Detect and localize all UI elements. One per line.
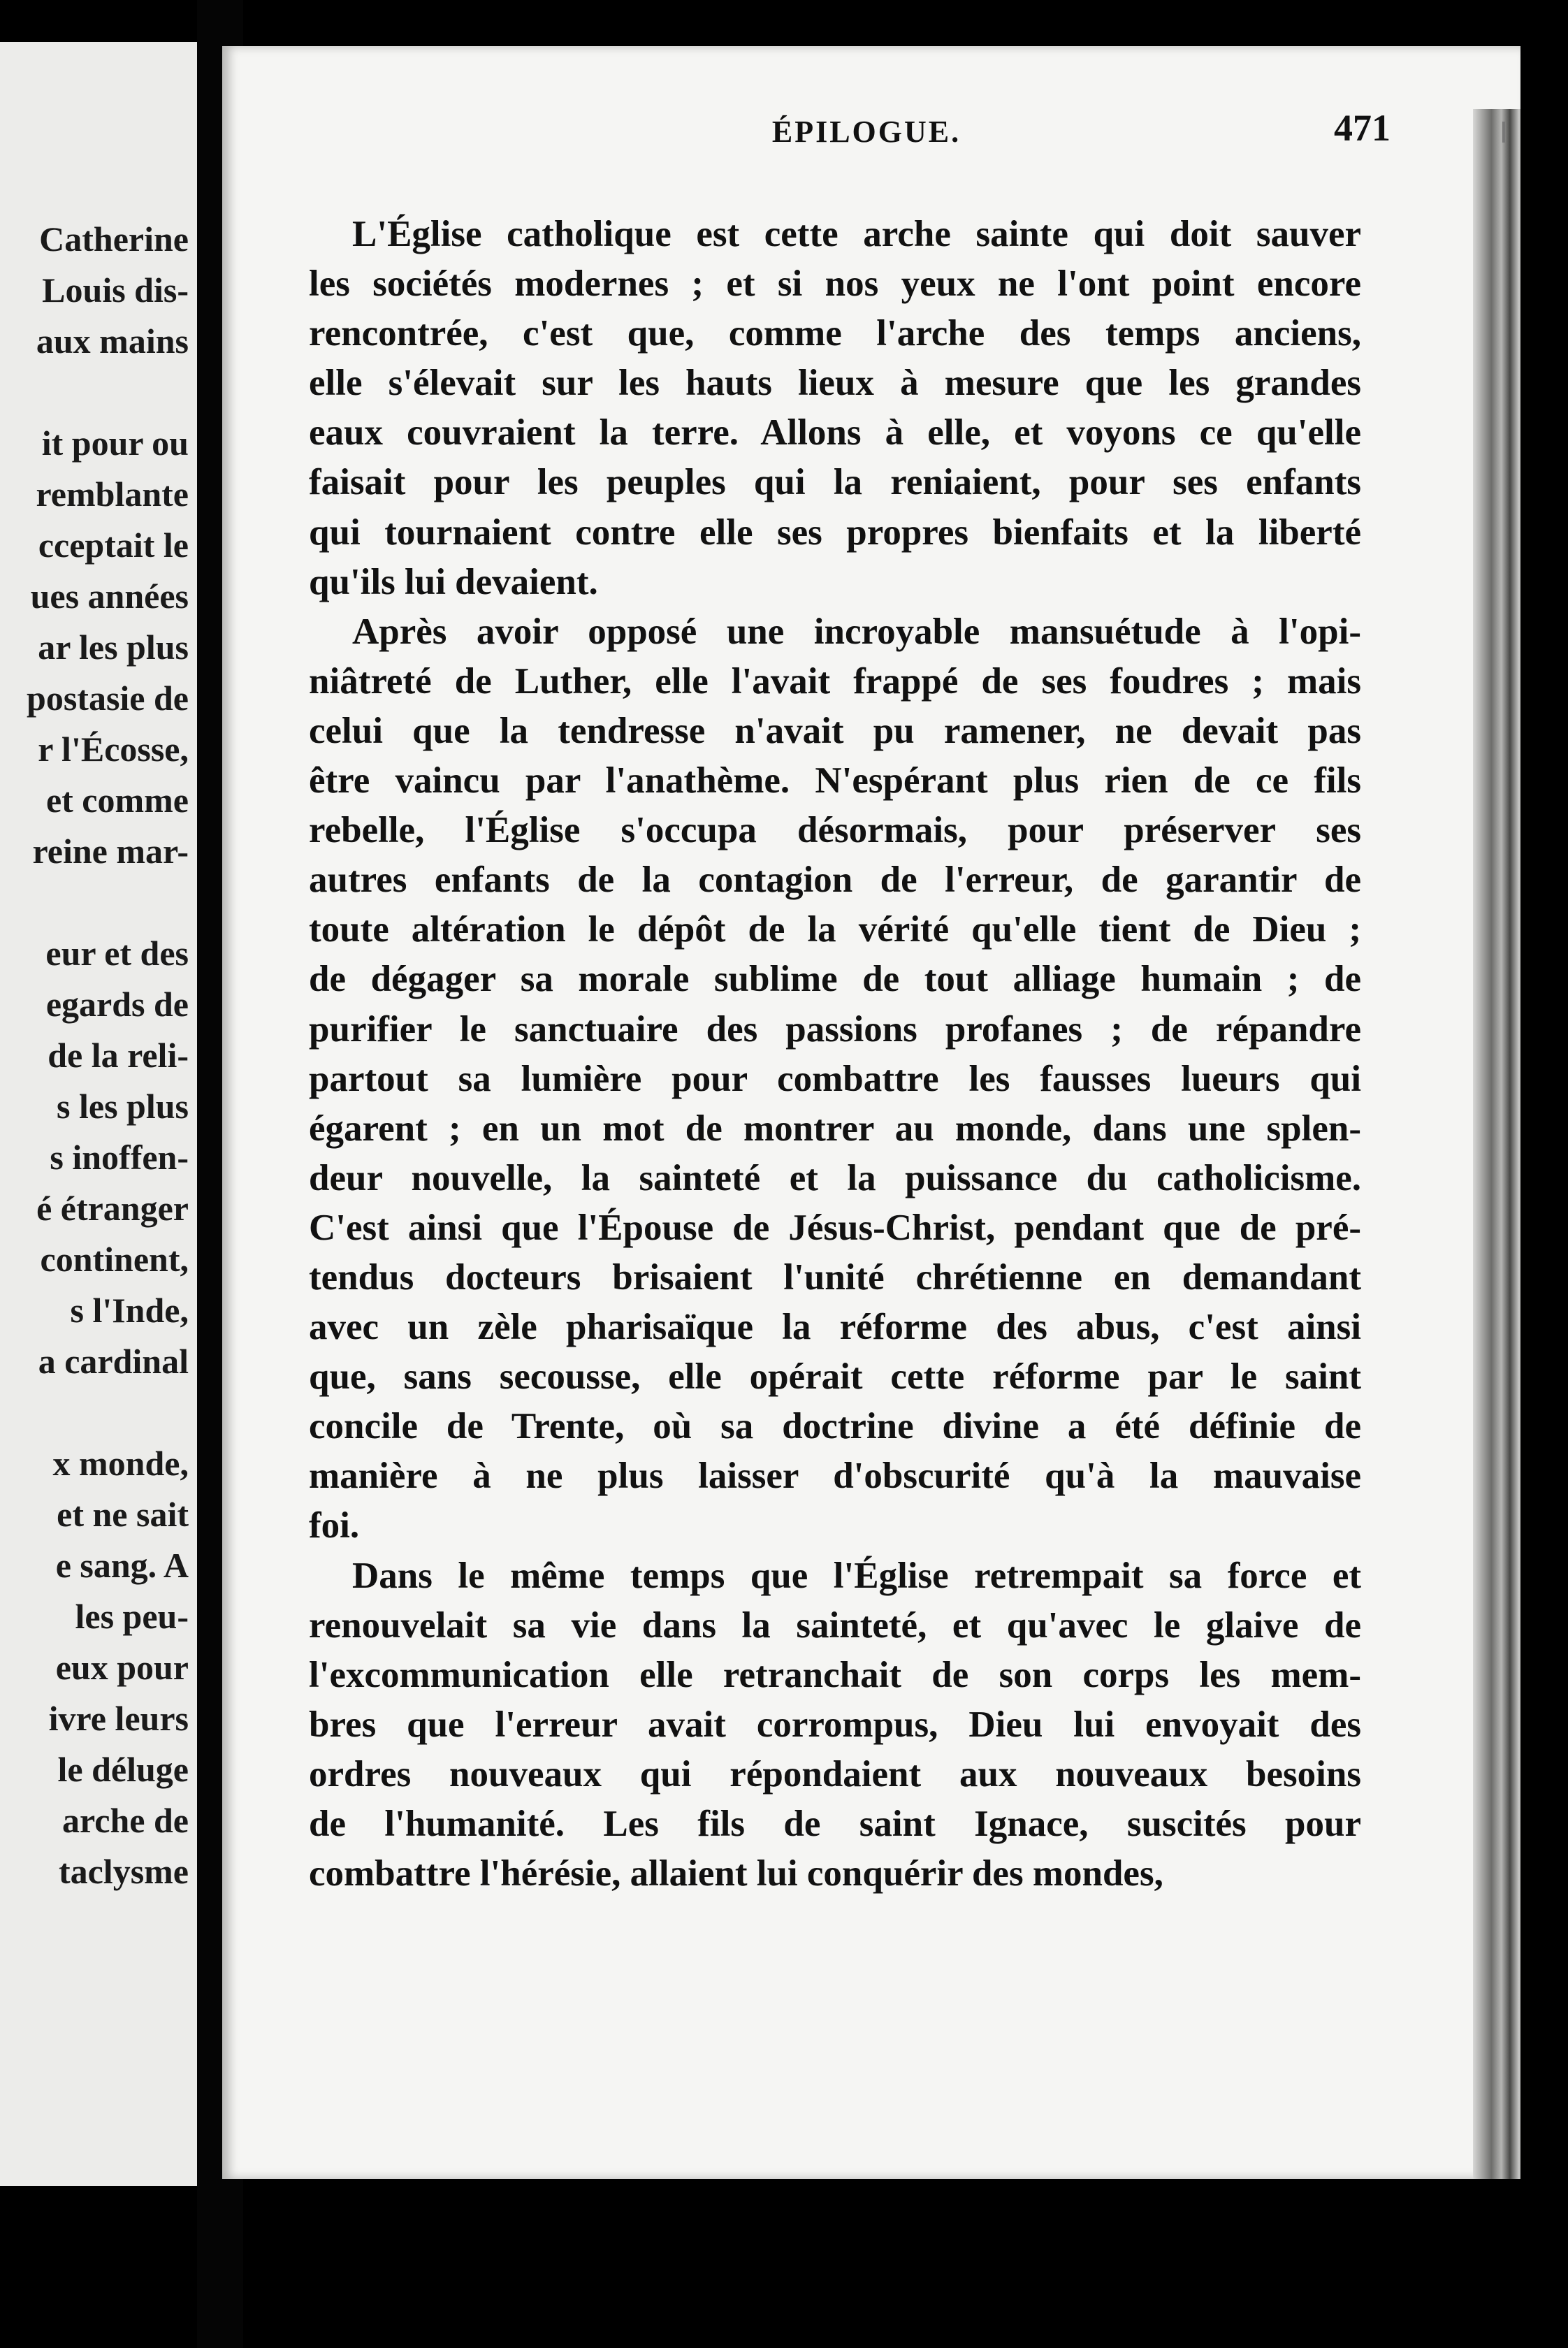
page-edge: [1473, 109, 1520, 2179]
left-page-line: é étranger: [36, 1189, 189, 1228]
left-page-line: cceptait le: [38, 526, 189, 565]
left-page-line: remblante: [36, 474, 189, 514]
text-line: niâtreté de Luther, elle l'avait frappé de ses foudres ; mais: [309, 660, 1361, 702]
text-line: purifier le sanctuaire des passions profanes ; de répandre: [309, 1008, 1361, 1050]
left-page-line: x monde,: [52, 1444, 189, 1483]
text-line: rebelle, l'Église s'occupa désormais, pour préserver ses: [309, 810, 1361, 851]
left-page-line: egards de: [45, 985, 189, 1024]
left-page-line: de la reli-: [48, 1036, 189, 1075]
text-line: tendus docteurs brisaient l'unité chrétienne en demandant: [309, 1256, 1361, 1298]
left-page-line: Catherine: [39, 219, 189, 259]
text-line: être vaincu par l'anathème. N'espérant plus rien de ce fils: [309, 760, 1361, 802]
text-line: foi.: [309, 1505, 360, 1546]
left-page-line: r l'Écosse,: [38, 730, 189, 769]
running-header: ÉPILOGUE.: [771, 115, 961, 149]
left-page-line: taclysme: [58, 1852, 189, 1891]
text-line: partout sa lumière pour combattre les fausses lueurs qui: [309, 1058, 1361, 1099]
text-line: L'Église catholique est cette arche sainte qui doit sauver: [352, 214, 1361, 254]
left-page-line: s les plus: [57, 1087, 189, 1126]
text-line: concile de Trente, où sa doctrine divine a été définie de: [309, 1406, 1361, 1447]
text-line: deur nouvelle, la sainteté et la puissance du catholicisme.: [309, 1157, 1361, 1198]
left-page-line: e sang. A: [55, 1546, 189, 1585]
left-page-line: eur et des: [45, 934, 189, 973]
left-page-line: eux pour: [55, 1648, 189, 1687]
scan-mark: [1502, 122, 1505, 143]
page-number: 471: [1334, 107, 1391, 149]
text-line: les sociétés modernes ; et si nos yeux ne l'ont point encore: [309, 263, 1361, 305]
left-page-line: reine mar-: [32, 832, 189, 871]
left-page-line: ivre leurs: [48, 1699, 189, 1738]
text-line: égarent ; en un mot de montrer au monde, dans une splen-: [309, 1108, 1361, 1149]
text-line: elle s'élevait sur les hauts lieux à mesure que les grandes: [309, 363, 1361, 404]
left-page-line: s inoffen-: [50, 1138, 189, 1177]
left-page-line: a cardinal: [38, 1342, 189, 1381]
text-line: C'est ainsi que l'Épouse de Jésus-Christ, pendant que de pré-: [309, 1207, 1361, 1248]
text-line: Après avoir opposé une incroyable mansuétude à l'opi-: [352, 611, 1361, 652]
text-line: qu'ils lui devaient.: [309, 561, 598, 602]
text-line: manière à ne plus laisser d'obscurité qu'à la mauvaise: [309, 1456, 1361, 1497]
text-line: que, sans secousse, elle opérait cette réforme par le saint: [309, 1356, 1361, 1398]
left-page-line: aux mains: [36, 321, 189, 361]
left-page-line: s l'Inde,: [70, 1291, 189, 1330]
paragraph: [309, 607, 1361, 1551]
left-page-line: les peu-: [75, 1597, 189, 1636]
text-line: celui que la tendresse n'avait pu ramener, ne devait pas: [309, 710, 1361, 751]
text-line: faisait pour les peuples qui la reniaient, pour ses enfants: [309, 462, 1361, 503]
paragraph: [309, 210, 1361, 607]
left-page-line: et ne sait: [57, 1495, 189, 1534]
previous-page-fragment: [0, 42, 197, 2186]
text-line: Dans le même temps que l'Église retrempait sa force et: [352, 1555, 1361, 1596]
text-line: renouvelait sa vie dans la sainteté, et qu'avec le glaive de: [309, 1604, 1361, 1646]
body-text: [309, 210, 1361, 1899]
text-line: qui tournaient contre elle ses propres bienfaits et la liberté: [309, 512, 1361, 553]
text-line: combattre l'hérésie, allaient lui conquérir des mondes,: [309, 1853, 1163, 1894]
left-page-line: Louis dis-: [42, 270, 189, 310]
left-page-line: continent,: [40, 1240, 189, 1279]
text-line: avec un zèle pharisaïque la réforme des abus, c'est ainsi: [309, 1307, 1361, 1348]
text-line: l'excommunication elle retranchait de son corps les mem-: [309, 1654, 1361, 1695]
paragraph: [309, 1551, 1361, 1899]
text-line: de dégager sa morale sublime de tout alliage humain ; de: [309, 959, 1361, 1000]
left-page-line: postasie de: [27, 679, 189, 718]
left-page-line: et comme: [45, 781, 189, 820]
text-line: ordres nouveaux qui répondaient aux nouveaux besoins: [309, 1753, 1361, 1795]
text-line: autres enfants de la contagion de l'erreur, de garantir de: [309, 860, 1361, 901]
text-line: eaux couvraient la terre. Allons à elle, et voyons ce qu'elle: [309, 412, 1361, 454]
text-line: toute altération le dépôt de la vérité qu'elle tient de Dieu ;: [309, 909, 1361, 950]
left-page-line: ues années: [30, 577, 189, 616]
text-line: rencontrée, c'est que, comme l'arche des temps anciens,: [309, 313, 1361, 354]
left-page-line: it pour ou: [41, 423, 189, 463]
text-line: bres que l'erreur avait corrompus, Dieu lui envoyait des: [309, 1704, 1361, 1745]
left-page-line: arche de: [62, 1801, 189, 1840]
left-page-line: le déluge: [57, 1750, 189, 1789]
text-line: de l'humanité. Les fils de saint Ignace, suscités pour: [309, 1804, 1361, 1844]
left-page-line: ar les plus: [38, 628, 189, 667]
